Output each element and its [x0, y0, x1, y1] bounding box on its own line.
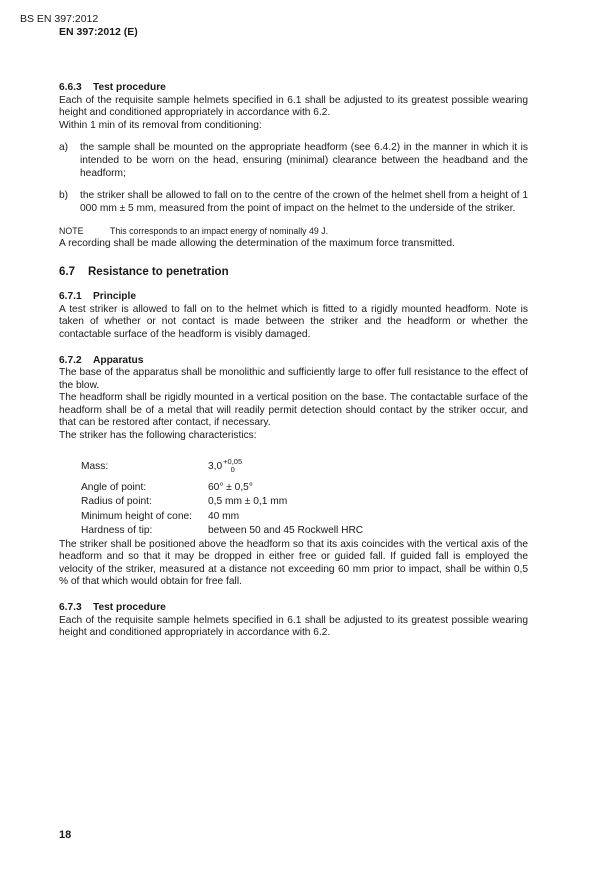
section-number: 6.7.3 [59, 602, 82, 614]
spec-row [81, 481, 528, 496]
list-text: the striker shall be allowed to fall on to the centre of the crown of the helmet shell from a height of 1 000 mm ± 5 mm, measured from the point of impact on the helmet to the underside of the striker. [80, 190, 528, 214]
spec-value-mass [208, 456, 243, 476]
standard-id-en: EN 397:2012 (E) [59, 26, 138, 38]
spec-value: 40 mm [208, 510, 240, 522]
paragraph: The striker has the following characteristics: [59, 430, 257, 442]
spec-value: 60° ± 0,5° [208, 481, 253, 493]
spec-row-mass [81, 455, 528, 481]
paragraph: A recording shall be made allowing the determination of the maximum force transmitted. [59, 237, 455, 249]
section-number: 6.7.2 [59, 354, 82, 366]
section-title: Apparatus [93, 354, 144, 366]
paragraph: The headform shall be rigidly mounted in a vertical position on the base. The contactable surface of the headform shall be of a metal that will readily permit detection should contact by the striker occur, and that can be restored after contact, if necessary. [59, 392, 528, 429]
spec-row [81, 495, 528, 510]
heading-6-7 [59, 266, 528, 279]
heading-6-7-2 [59, 355, 528, 368]
mass-tolerance-upper: +0,05 [223, 456, 243, 466]
note-label: NOTE [59, 226, 84, 237]
list-text: the sample shall be mounted on the appropriate headform (see 6.4.2) in the manner in which it is intended to be worn on the head, ensuring (minimal) clearance between the headband and the headform; [80, 142, 528, 179]
list-label: a) [59, 142, 69, 154]
page-number: 18 [59, 829, 72, 841]
paragraph: The striker shall be positioned above the headform so that its axis coincides with the vertical axis of the headform and so that it may be dropped in either free or guided fall. If guided fall is employed the velocity of the striker, measured at a distance not exceeding 60 mm prior to impact, shall be within 0,5 % of that which would obtain for free fall. [59, 538, 528, 588]
section-title: Test procedure [93, 82, 166, 93]
list-item [59, 190, 528, 215]
note-text: This corresponds to an impact energy of nominally 49 J. [110, 226, 329, 237]
list-label: b) [59, 190, 69, 202]
striker-spec-table [81, 455, 528, 539]
mass-tolerance-lower: 0 [230, 464, 235, 474]
spec-row [81, 510, 528, 525]
section-title: Principle [93, 291, 137, 303]
mass-tolerance [223, 458, 242, 474]
section-number: 6.6.3 [59, 82, 82, 93]
spec-key: Mass: [81, 461, 109, 473]
spec-row [81, 524, 528, 539]
section-title: Test procedure [93, 602, 166, 614]
paragraph: The base of the apparatus shall be monolithic and sufficiently large to offer full resistance to the effect of the blow. [59, 367, 528, 391]
section-number: 6.7 [59, 265, 75, 278]
paragraph: Each of the requisite sample helmets specified in 6.1 shall be adjusted to its greatest possible wearing height and conditioned appropriately in accordance with 6.2. [59, 94, 528, 119]
paragraph: Each of the requisite sample helmets specified in 6.1 shall be adjusted to its greatest possible wearing height and conditioned appropriately in accordance with 6.2. [59, 614, 528, 639]
spec-key: Radius of point: [81, 496, 152, 508]
spec-value: 0,5 mm ± 0,1 mm [208, 496, 288, 508]
section-number: 6.7.1 [59, 291, 82, 303]
spec-value: between 50 and 45 Rockwell HRC [208, 525, 364, 537]
section-title: Resistance to penetration [88, 265, 229, 278]
list-item [59, 142, 528, 180]
spec-key: Minimum height of cone: [81, 510, 192, 522]
mass-value: 3,0 [208, 461, 223, 473]
paragraph: Within 1 min of its removal from conditioning: [59, 119, 262, 131]
spec-key: Angle of point: [81, 481, 147, 493]
spec-key: Hardness of tip: [81, 525, 153, 537]
standard-id: BS EN 397:2012 [20, 13, 99, 25]
heading-6-7-1 [59, 291, 528, 304]
paragraph: A test striker is allowed to fall on to the helmet which is fitted to a rigidly mounted headform. Note is taken of whether or not contact is made between the striker and the headform or whether the contactable surface of the headform is visibly damaged. [59, 303, 528, 340]
note [59, 225, 528, 238]
heading-6-6-3 [59, 82, 528, 95]
heading-6-7-3 [59, 602, 528, 615]
page-content [59, 82, 528, 640]
